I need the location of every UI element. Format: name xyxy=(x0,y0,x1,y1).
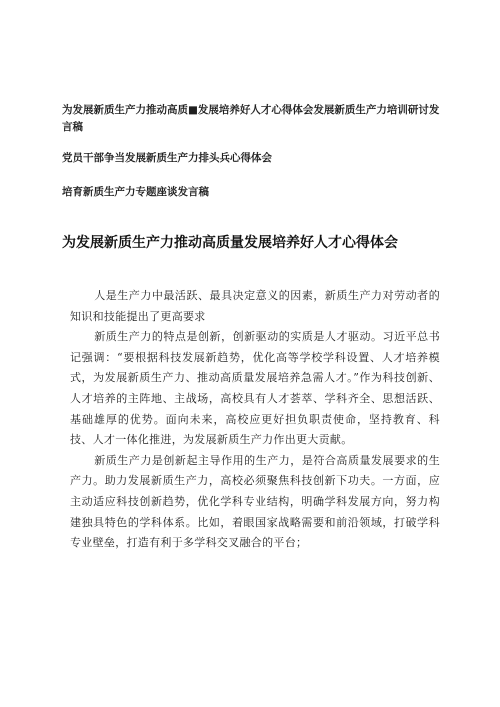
paragraph-3: 新质生产力是创新起主导作用的生产力，是符合高质量发展要求的生产力。助力发展新质生产力，高校必须聚焦科技创新下功夫。一方面，应主动适应科技创新趋势，优化学科专业结构，明确学科发展方向，努力构建独具特色的学科体系。比如，着眼国家战略需要和前沿领域，打破学科专业壁垒，打造有利于多学科交叉融合的平台； xyxy=(70,453,440,550)
toc-item-2[interactable]: 党员干部争当发展新质生产力排头兵心得体会 xyxy=(62,152,272,164)
toc-item-3[interactable]: 培育新质生产力专题座谈发言稿 xyxy=(62,186,209,198)
paragraph-2: 新质生产力的特点是创新，创新驱动的实质是人才驱动。习近平总书记强调：“要根据科技发展新趋势，优化高等学校学科设置、人才培养模式，为发展新质生产力、推动高质量发展培养急需人才。”作为科技创新、人才培养的主阵地、主战场，高校具有人才荟萃、学科齐全、思想活跃、基础雄厚的优势。面向未来，高校应更好担负职责使命，坚持教育、科技、人才一体化推进，为发展新质生产力作出更大贡献。 xyxy=(70,330,440,447)
paragraph-1: 人是生产力中最活跃、最具决定意义的因素，新质生产力对劳动者的知识和技能提出了更高要求 xyxy=(70,289,440,323)
table-of-contents xyxy=(62,102,442,201)
toc-item-1[interactable]: 为发展新质生产力推动高质■发展培养好人才心得体会发展新质生产力培训研讨发言稿 xyxy=(62,104,440,133)
article-title: 为发展新质生产力推动高质量发展培养好人才心得体会 xyxy=(62,235,398,251)
article-body xyxy=(70,286,440,554)
